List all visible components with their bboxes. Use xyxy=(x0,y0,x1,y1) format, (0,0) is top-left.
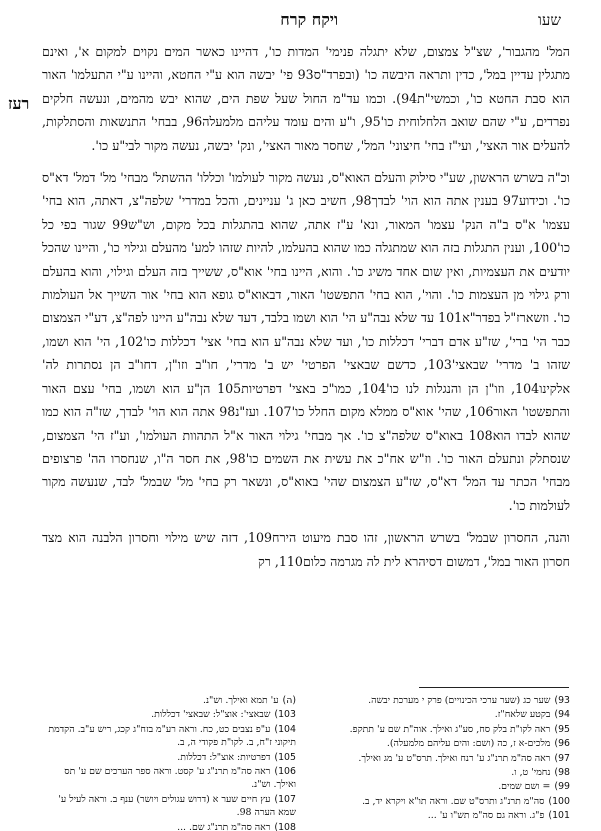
footnote-number: 107) xyxy=(274,793,296,805)
paragraph: וכ"ה בשרש הראשון, שע"י סילוק והעלם האוא"ס, נעשה מקור לעולמו' וכללו' ההשתל' מבחי' מל' דמל' דא"ס כו'. וכידוע97 בענין אתה הוא הוי' לבדך98, חשיב כאן ג' עניינים, והכל במדרי' שלפה"צ, דאתה, הוא בחי' עצמו' א"ס ב"ה הנק' עצמו' המאור, ונא' ע"ז אתה, שהוא בהתגלות בכל מקום, וש"ש99 שגור בפי כל כו'100, וענין התגלות בזה הוא שמתגלה כמו שהוא בהעלמו, להיות שזהו למע' מהעלם וגילוי כו', והיינו שהכל יודעים את העצמיות, ואין שום אחד משיג כו'. והוא, היינו בחי' אוא"ס, ששייך בזה העלם וגילוי, והוא בהעלם ורק גילוי מן העצמות כו'. והוי', הוא בחי' התפשטו' האור, דבאוא"ס גופא הוא בחי' אור השייך אל העולמות כו'. וזשארז"ל בפדר"א101 עד שלא נבה"ע הי' הוא ושמו בלבד, דעד שלא נבה"ע היינו לפה"צ, דע"י הצמצום כבר הי' ברי', שז"ע אדם דברי' דכללות כו', ועד שלא נבה"ע הוא בחי' אצי' דכללות כו'102, הי' הוא ושמו, שזהו ב' מדרי' שבאצי'103, כדשם שבאצי' הפרטי' יש ב' מדרי', חו"ב וזו"ן, דחו"ב הן נסתרות לה' אלקינו104, וזו"ן הן והנגלות לנו כו'104, כמו"כ באצי' דפרטיות105 הן"ע הוא ושמו, בחי' עצם האור והתפשטו' האור106, שהי' אוא"ס ממלא מקום החלל כו'107. ועז"נ98 אתה הוא הוי' לבדך, שז"ה הוא כמו שהוא לבדו הוא108 באוא"ס שלפה"צ כו'. אך מבחי' גילוי האור א"ל התהוות העולמו', וע"ז הי' הצמצום, שנסתלק ונתעלם האור כו'. וז"ש אח"כ את עשית את השמים כו'98, את חסר ה"ו, שנחסרו הה' פרצופים מבחי' הכתר עד המל' דא"ס, שז"ע הצמצום שהי' באוא"ס, ונשאר רק בחי' מל' שבמל' לבד, שנעשה מקור לעולמות כו'. xyxy=(42,170,571,513)
paragraph: והנה, החסרון שבמל' בשרש הראשון, זהו סבת מיעוט הירח109, דזה שיש מילוי וחסרון הלבנה הוא מצד חסרון האור במל', דמשום דסיהרא לית לה מגרמה כלום110, רק xyxy=(42,530,570,569)
footnotes-right-column xyxy=(314,694,570,831)
footnote-text: ראה לקו"ת בלק סח, סע"ג ואילך. אוה"ת שם ע' תתקפ. xyxy=(349,723,551,735)
footnote-text: עץ חיים שער א (דרוש עגולים ויושר) ענף ב. וראה לעיל ע' שמא הערה 98. xyxy=(58,793,296,819)
footnote xyxy=(40,751,296,764)
footnote xyxy=(314,737,570,750)
footnote-number: 96) xyxy=(554,738,570,750)
footnote-number: (ה) xyxy=(282,695,296,706)
footnote-text: שער כג (שער ערכי הכינויים) פרק י מערכת יבשה. xyxy=(368,695,551,706)
footnote-text: פ"ג. וראה גם סה"מ תש"ו ע' ... xyxy=(427,810,545,822)
footnote-number: 99) xyxy=(554,781,570,793)
footnote xyxy=(314,708,570,721)
footnote xyxy=(40,708,296,721)
footnotes xyxy=(40,694,570,831)
footnote xyxy=(314,766,570,779)
margin-section-number: רעז xyxy=(8,94,30,113)
footnote-text: ראה סה"מ תרנ"ג ע' קסט. וראה ספר הערכים שם ע' תס ואילך. וש"נ. xyxy=(64,766,296,791)
footnote xyxy=(314,780,570,793)
footnote-number: 93) xyxy=(554,695,570,706)
footnote-number: 104) xyxy=(274,723,296,735)
footnote-text: דפרטיות: אוצ"ל: דכללות. xyxy=(177,751,271,763)
footnote xyxy=(40,694,296,707)
paragraph: המל' מהגבור', שצ"ל צמצום, שלא יתגלה פנימי' המדות כו', דהיינו כאשר המים נקוים למקום א', ואינם מתגלין עדיין במל', כדין ותראה היבשה כו' (ובפרד"ס93 פי' יבשה הוא ע"י החטא, והיינו ע"י התעלמו' האור הוא סבת החטא כו', וכמשי"ת94). וכמו עד"מ החול שעל שפת הים, שהוא יבש מהמים, ונעשה חלקים נפרדים, ע"י שהם שואב הלחלוחית כו'95, ו"ע והים עומד עליהם מלמעלה96, בבחי' התנשאות והסתלקות, להעלים אור האצי', ועי"ז בחי' חיצוני' המל', שחסר מאור האצי', ונק' יבשה, נעשה מקור לבי"ע כו'. xyxy=(42,44,570,153)
page-number: שעו xyxy=(538,10,561,29)
footnote xyxy=(40,765,296,792)
footnote-text: סה"מ תרנ"ג ותרס"ט שם. וראה תו"א ויקרא יד, ב. xyxy=(362,795,545,807)
main-text xyxy=(42,40,570,582)
footnote-number: 97) xyxy=(554,752,570,764)
footnote-number: 101) xyxy=(548,810,570,822)
footnote-text: ראה סה"מ תרנ"ג שם. ... xyxy=(177,821,271,831)
footnote-text: בקטע שלאח"ז. xyxy=(494,709,551,721)
footnote-text: ע"פ נצבים כט, כח. וראה רע"מ בזח"ג קכג, ריש ע"ב. הקדמת תיקוני ז"ח, ב. לקו"ת פקודי ה, ב. xyxy=(48,723,296,749)
footnote xyxy=(40,723,296,750)
footnote-text: נחמי' ט, ו. xyxy=(511,767,551,779)
footnote-number: 100) xyxy=(548,795,570,807)
footnote xyxy=(314,723,570,736)
footnote xyxy=(40,821,296,831)
footnote-number: 95) xyxy=(554,723,570,735)
page-header xyxy=(38,8,561,32)
footnote xyxy=(314,752,570,765)
footnote-text: ראה סה"מ תרנ"ג ע' רנח ואילך. תרס"ט ע' מג ואילך. xyxy=(358,752,551,764)
footnote-number: 105) xyxy=(274,751,296,763)
footnote-number: 94) xyxy=(554,709,570,721)
footnote-number: 103) xyxy=(274,709,296,721)
footnote-text: מלכים-א ז, כה (ושם: והים עליהם מלמעלה). xyxy=(386,738,551,750)
footnotes-left-column xyxy=(40,694,296,831)
footnote-number: 106) xyxy=(274,766,296,778)
footnote-text: ע' תמא ואילך. וש"נ. xyxy=(202,695,279,706)
footnote xyxy=(314,809,570,822)
footnote-text: שבאצי': אוצ"ל: שבאצי' דכללות. xyxy=(151,709,271,721)
footnote-text: = ושם שמים. xyxy=(498,781,551,793)
footnote xyxy=(40,793,296,820)
running-title: ויקח קרח xyxy=(280,10,339,29)
footnote xyxy=(314,694,570,707)
footnote xyxy=(314,795,570,808)
footnote-separator xyxy=(419,687,569,688)
footnote-number: 98) xyxy=(554,767,570,779)
footnote-number: 108) xyxy=(274,821,296,831)
